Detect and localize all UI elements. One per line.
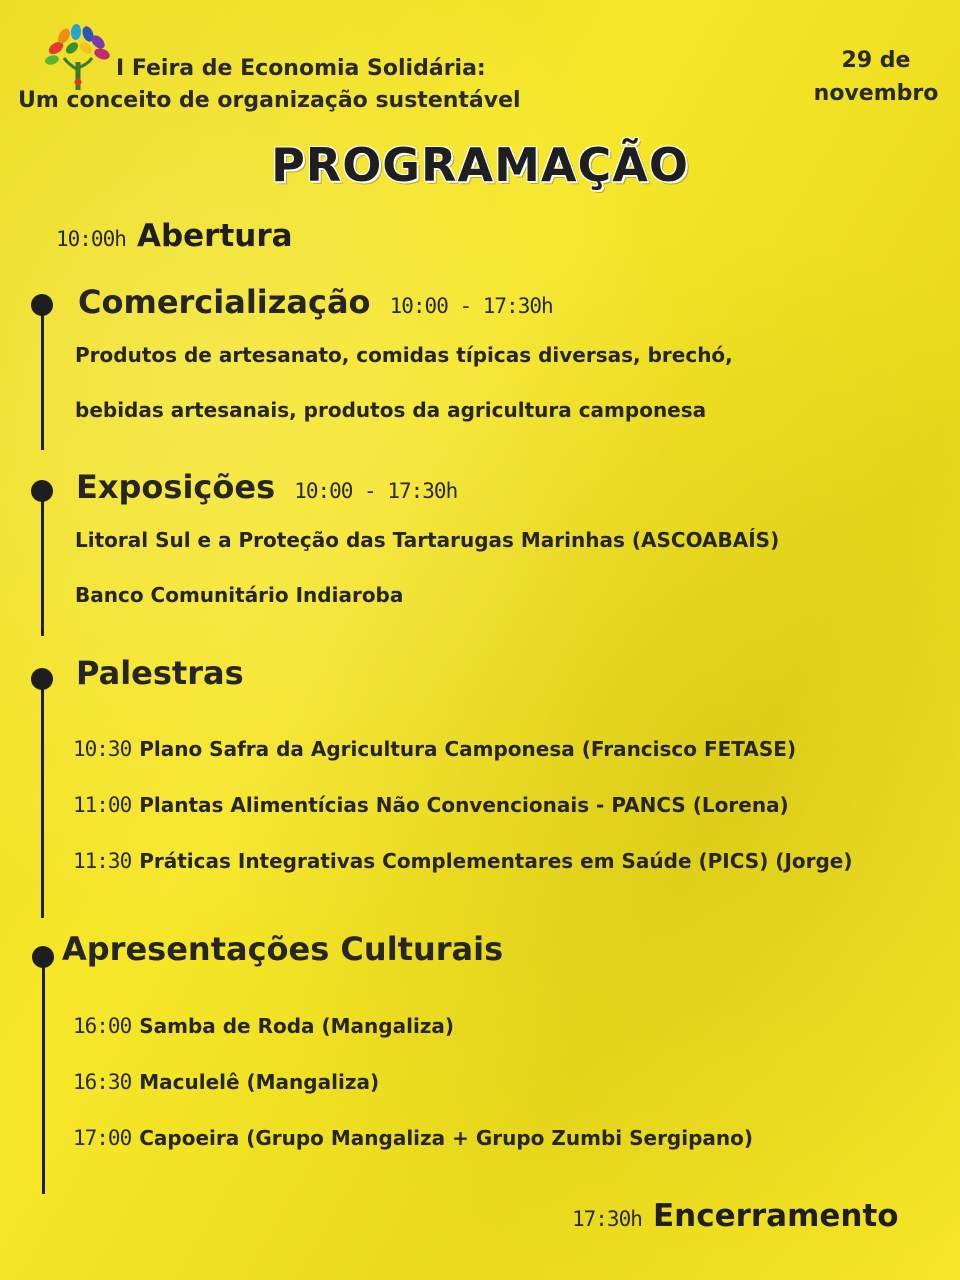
item-text: Plano Safra da Agricultura Camponesa (Francisco FETASE): [139, 737, 797, 761]
item-time: 10:30: [73, 737, 132, 761]
section-cultural-header: [62, 930, 503, 968]
list-item: [73, 737, 796, 761]
section-title: Apresentações Culturais: [62, 930, 504, 968]
item-time: 11:30: [73, 849, 132, 873]
closing-time: 17:30h: [572, 1207, 642, 1231]
closing-label: Encerramento: [652, 1198, 899, 1234]
list-item: [73, 1070, 379, 1094]
date-month: novembro: [813, 81, 939, 106]
item-time: 17:00: [73, 1126, 132, 1150]
section-commerce-header: [78, 283, 553, 321]
section-time: 10:00 - 17:30h: [294, 479, 458, 503]
date-day: 29 de: [841, 48, 911, 73]
event-name: I Feira de Economia Solidária:: [116, 56, 486, 81]
section-exhibitions-header: [76, 468, 457, 506]
timeline-line: [41, 678, 44, 918]
list-item: [73, 849, 853, 873]
list-item: [73, 1126, 753, 1150]
timeline-dot: [31, 480, 53, 502]
item-text: Práticas Integrativas Complementares em Saúde (PICS) (Jorge): [139, 849, 853, 873]
list-item: bebidas artesanais, produtos da agricultura camponesa: [75, 398, 707, 422]
item-text: Plantas Alimentícias Não Convencionais - PANCS (Lorena): [139, 793, 789, 817]
list-item: Produtos de artesanato, comidas típicas diversas, brechó,: [75, 343, 733, 367]
section-title: Palestras: [76, 654, 244, 692]
list-item: Banco Comunitário Indiaroba: [75, 583, 404, 607]
section-time: 10:00 - 17:30h: [389, 294, 553, 318]
opening-label: Abertura: [136, 218, 293, 254]
event-subtitle: Um conceito de organização sustentável: [18, 88, 521, 113]
item-time: 16:30: [73, 1070, 132, 1094]
list-item: Litoral Sul e a Proteção das Tartarugas Marinhas (ASCOABAÍS): [75, 528, 780, 552]
timeline-line: [41, 490, 44, 636]
opening: [56, 218, 293, 254]
tree-of-hands-logo-icon: [42, 24, 114, 94]
section-talks-header: [76, 654, 244, 692]
list-item: [73, 1014, 454, 1038]
timeline-line: [42, 956, 45, 1194]
timeline-dot: [31, 668, 53, 690]
list-item: [73, 793, 789, 817]
item-text: Samba de Roda (Mangaliza): [139, 1014, 455, 1038]
section-title: Comercialização: [78, 283, 371, 321]
item-text: Capoeira (Grupo Mangaliza + Grupo Zumbi Sergipano): [139, 1126, 754, 1150]
page-title: PROGRAMAÇÃO: [271, 138, 689, 192]
event-date: [800, 44, 952, 110]
timeline-line: [41, 304, 44, 450]
timeline-dot: [31, 294, 53, 316]
item-text: Maculelê (Mangaliza): [139, 1070, 380, 1094]
closing: [572, 1198, 899, 1234]
item-time: 16:00: [73, 1014, 132, 1038]
section-title: Exposições: [76, 468, 276, 506]
opening-time: 10:00h: [56, 227, 126, 251]
timeline-dot: [32, 946, 54, 968]
item-time: 11:00: [73, 793, 132, 817]
